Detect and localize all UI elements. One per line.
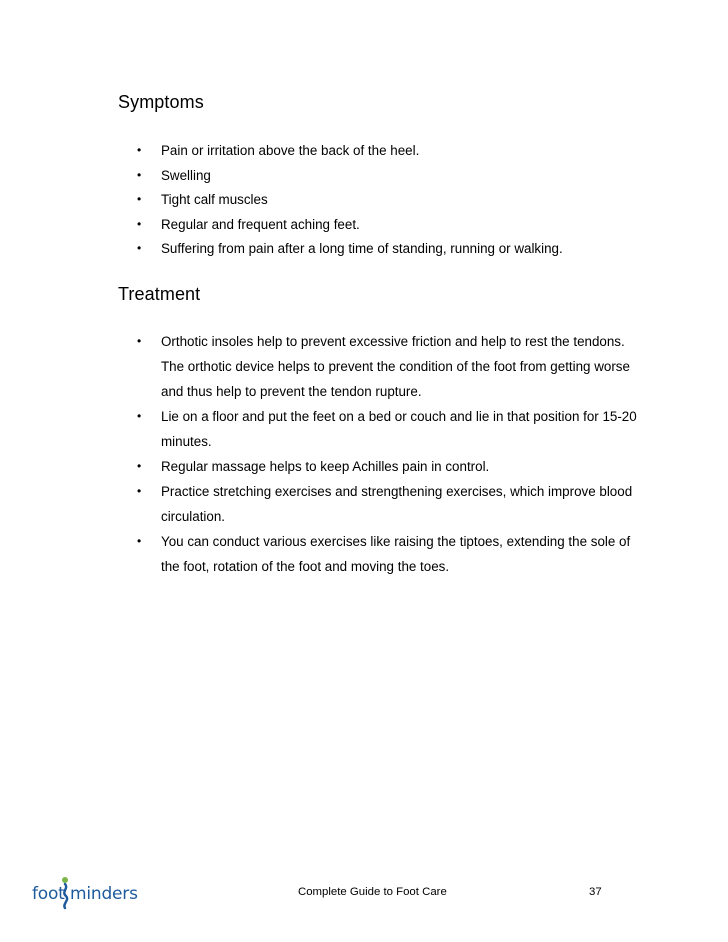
logo-text-foot: foot (32, 884, 65, 904)
list-item-text: Regular massage helps to keep Achilles pain in control. (161, 459, 490, 474)
list-item (0, 138, 641, 163)
list-item (0, 529, 641, 579)
footer-title: Complete Guide to Foot Care (298, 886, 447, 898)
list-item (0, 404, 641, 454)
bullet-icon: • (137, 484, 142, 498)
list-item-text: Regular and frequent aching feet. (161, 216, 360, 232)
bullet-icon: • (137, 534, 142, 548)
list-item-text: Suffering from pain after a long time of standing, running or walking. (161, 241, 563, 256)
list-item-text: Pain or irritation above the back of the heel. (161, 143, 420, 158)
page-number: 37 (589, 886, 602, 898)
bullet-icon: • (137, 459, 142, 473)
list-item (0, 187, 641, 212)
bullet-icon: • (137, 409, 142, 423)
list-item-text: Swelling (161, 167, 211, 183)
bullet-icon: • (137, 143, 142, 157)
list-item (0, 236, 641, 261)
bullet-icon: • (137, 241, 142, 255)
list-item (0, 212, 641, 237)
list-item-text: Orthotic insoles help to prevent excessive friction and help to rest the tendons. The orthotic device helps to prevent the condition of the foot from getting worse and thus help to prevent the tendon rupture. (161, 334, 630, 399)
treatment-list (0, 329, 641, 579)
bullet-icon: • (137, 216, 142, 231)
symptoms-heading: Symptoms (118, 92, 204, 112)
list-item-text: Tight calf muscles (161, 192, 268, 207)
symptoms-list (0, 138, 641, 261)
bullet-icon: • (137, 167, 142, 182)
list-item-text: You can conduct various exercises like raising the tiptoes, extending the sole of the foot, rotation of the foot and moving the toes. (161, 534, 631, 574)
logo-text-minders: minders (70, 884, 138, 904)
list-item (0, 454, 641, 479)
list-item (0, 329, 641, 404)
bullet-icon: • (137, 334, 142, 348)
list-item-text: Lie on a floor and put the feet on a bed or couch and lie in that position for 15-20 minutes. (161, 409, 637, 449)
list-item (0, 163, 641, 188)
bullet-icon: • (137, 192, 142, 206)
list-item-text: Practice stretching exercises and strengthening exercises, which improve blood circulation. (161, 484, 633, 524)
footminders-logo (30, 876, 140, 910)
list-item (0, 479, 641, 529)
treatment-heading: Treatment (118, 284, 201, 304)
